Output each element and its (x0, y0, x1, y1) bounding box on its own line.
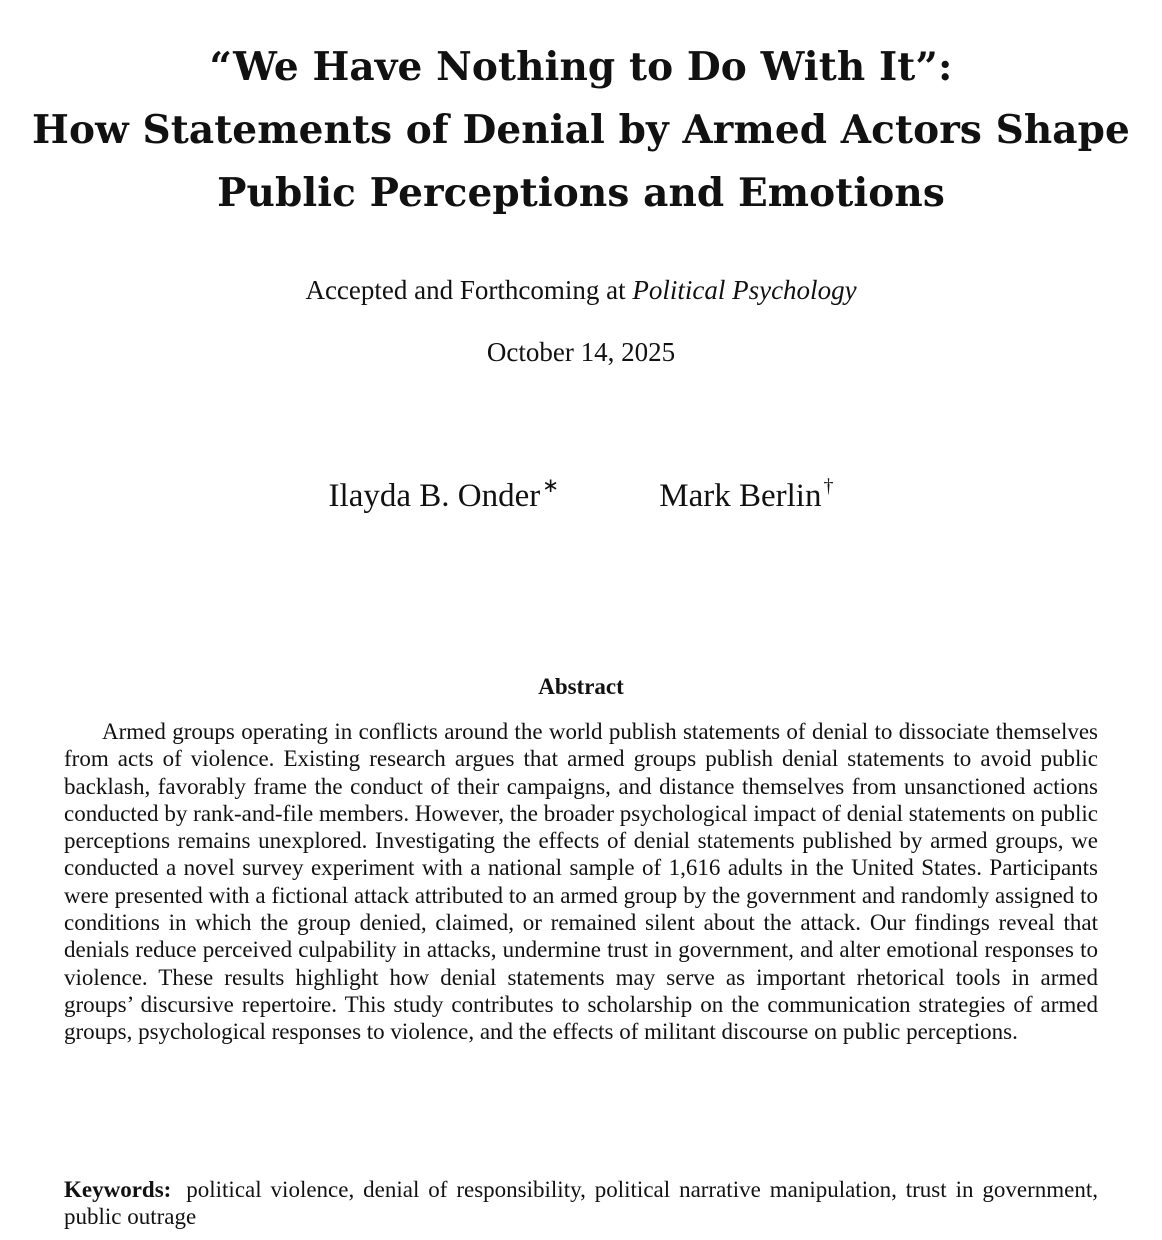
author-1-footnote-mark: ∗ (542, 475, 559, 497)
title-line-2: How Statements of Denial by Armed Actors Shape (32, 107, 1130, 153)
author-2-name: Mark Berlin (659, 478, 822, 514)
paper-date: October 14, 2025 (486, 337, 676, 367)
abstract-body: Armed groups operating in conflicts around the world publish statements of denial to dissociate themselves from acts of violence. Existing research argues that armed groups publish denial statements to avoid public backlash, favorably frame the conduct of their campaigns, and distance themselves from unsanctioned actions conducted by rank-and-file members. However, the broader psychological impact of denial statements on public perceptions remains unexplored. Investigating the effects of denial statements published by armed groups, we conducted a novel survey experiment with a national sample of 1,616 adults in the United States. Participants were presented with a fictional attack attributed to an armed group by the government and randomly assigned to conditions in which the group denied, claimed, or remained silent about the attack. Our findings reveal that denials reduce perceived culpability in attacks, undermine trust in government, and alter emotional responses to violence. These results highlight how denial statements may serve as important rhetorical tools in armed groups’ discursive repertoire. This study contributes to scholarship on the communication strategies of armed groups, psychological responses to violence, and the effects of militant discourse on public perceptions. (64, 719, 1098, 1045)
abstract-heading: Abstract (538, 674, 624, 699)
title-line-3: Public Perceptions and Emotions (217, 170, 945, 216)
author-list (0, 474, 1162, 518)
paper-title (20, 36, 1142, 225)
venue-journal: Political Psychology (632, 275, 857, 305)
author-1 (329, 474, 559, 518)
author-1-name: Ilayda B. Onder (328, 478, 541, 514)
publication-venue (0, 272, 1162, 308)
keywords (64, 1176, 1098, 1231)
title-line-1: “We Have Nothing to Do With It”: (209, 44, 953, 90)
author-2 (659, 474, 833, 518)
keywords-list: political violence, denial of responsibility, political narrative manipulation, trust in government, public outrage (64, 1177, 1099, 1230)
keywords-label: Keywords: (64, 1177, 172, 1202)
venue-prefix: Accepted and Forthcoming at (305, 275, 626, 305)
author-2-footnote-mark: † (823, 475, 834, 497)
